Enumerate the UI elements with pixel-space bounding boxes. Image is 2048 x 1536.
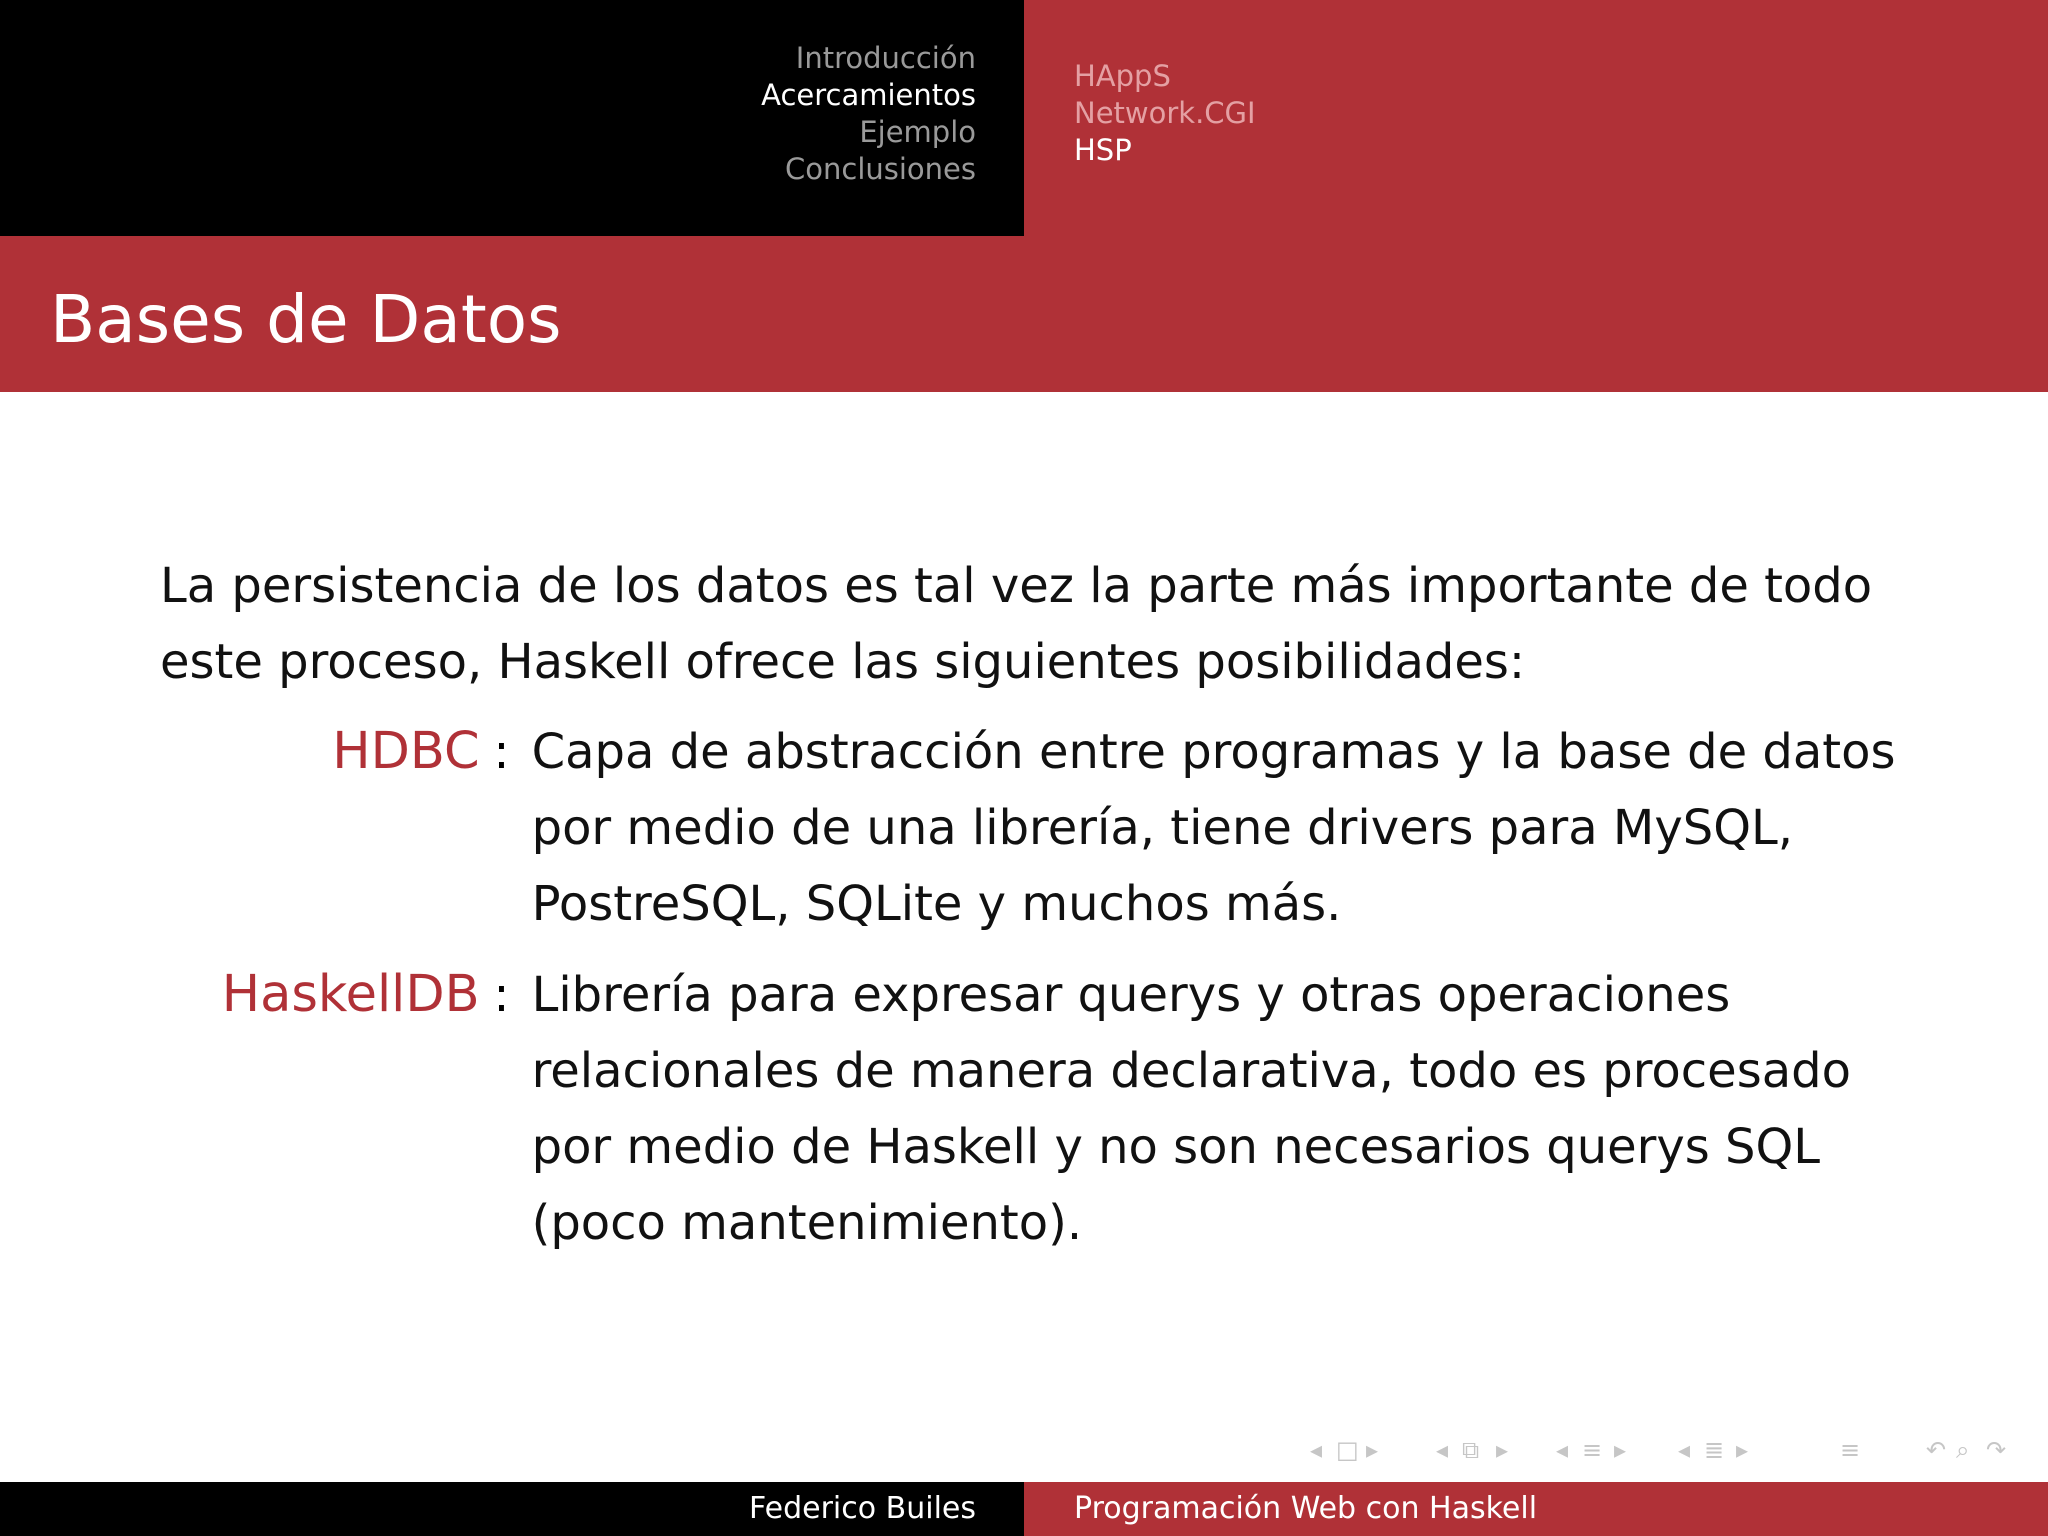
- slide-content: [160, 548, 1900, 1276]
- section-icon[interactable]: ≣: [1704, 1436, 1725, 1464]
- footer-presentation-title: Programación Web con Haskell: [1074, 1491, 1538, 1526]
- description-haskelldb: Librería para expresar querys y otras operaciones relacionales de manera declarativa, todo es procesado por medio de Haskell y no son necesarios querys SQL (poco mantenimiento).: [531, 967, 1851, 1251]
- slide-title: Bases de Datos: [50, 281, 562, 358]
- section-navigation: [761, 40, 976, 188]
- header-sections-panel: [0, 0, 1024, 236]
- next-section-icon[interactable]: ▸: [1736, 1436, 1749, 1464]
- next-slide-icon[interactable]: ▸: [1496, 1436, 1509, 1464]
- prev-frame-icon[interactable]: ◂: [1310, 1436, 1323, 1464]
- section-acercamientos[interactable]: Acercamientos: [761, 78, 976, 112]
- search-icon[interactable]: ⌕: [1956, 1436, 1970, 1464]
- header: [0, 0, 2048, 236]
- footer: [0, 1482, 2048, 1536]
- term-separator: :: [493, 724, 510, 780]
- slide-icon[interactable]: ⧉: [1462, 1436, 1480, 1464]
- description-list: [160, 714, 1900, 1261]
- description-hdbc: Capa de abstracción entre programas y la base de datos por medio de una librería, tiene drivers para MySQL, PostreSQL, SQLite y muchos más.: [531, 724, 1896, 932]
- prev-slide-icon[interactable]: ◂: [1436, 1436, 1449, 1464]
- section-conclusiones[interactable]: Conclusiones: [785, 152, 976, 186]
- beamer-navigation-controls: [1300, 1432, 2040, 1468]
- forward-icon[interactable]: ↷: [1986, 1436, 2007, 1464]
- subsection-icon[interactable]: ≡: [1582, 1436, 1603, 1464]
- subsection-network-cgi[interactable]: Network.CGI: [1074, 96, 1256, 130]
- back-icon[interactable]: ↶: [1926, 1436, 1947, 1464]
- next-subsection-icon[interactable]: ▸: [1614, 1436, 1627, 1464]
- frame-icon[interactable]: □: [1336, 1436, 1359, 1464]
- next-frame-icon[interactable]: ▸: [1366, 1436, 1379, 1464]
- section-introduccion[interactable]: Introducción: [795, 41, 976, 75]
- term-hdbc: HDBC: [332, 722, 480, 781]
- frame-title-bar: [0, 236, 2048, 392]
- section-ejemplo[interactable]: Ejemplo: [859, 115, 976, 149]
- description-item-hdbc: [160, 714, 1900, 942]
- footer-author-panel: [0, 1482, 1024, 1536]
- subsection-happs[interactable]: HAppS: [1074, 59, 1171, 93]
- footer-author: Federico Builes: [749, 1491, 976, 1526]
- intro-paragraph: La persistencia de los datos es tal vez la parte más importante de todo este proceso, Haskell ofrece las siguientes posibilidades:: [160, 558, 1873, 690]
- prev-subsection-icon[interactable]: ◂: [1556, 1436, 1569, 1464]
- header-subsections-panel: [1024, 0, 2048, 236]
- footer-title-panel: [1024, 1482, 2048, 1536]
- term-haskelldb: HaskellDB: [221, 965, 480, 1024]
- subsection-navigation: [1074, 58, 1256, 169]
- prev-section-icon[interactable]: ◂: [1678, 1436, 1691, 1464]
- outline-icon[interactable]: ≡: [1840, 1436, 1861, 1464]
- description-item-haskelldb: [160, 957, 1900, 1261]
- subsection-hsp[interactable]: HSP: [1074, 133, 1132, 167]
- term-separator: :: [493, 967, 510, 1023]
